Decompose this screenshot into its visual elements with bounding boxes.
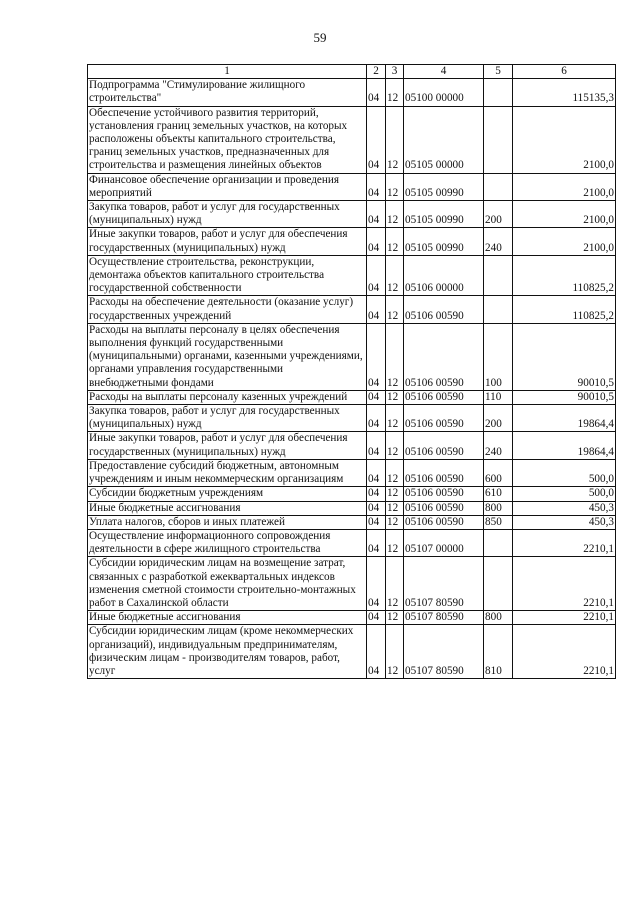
cell-target-article: 05107 80590 <box>404 625 484 679</box>
cell-name: Иные бюджетные ассигнования <box>88 611 367 625</box>
cell-subsection: 12 <box>386 459 404 486</box>
table-row <box>88 515 616 529</box>
cell-subsection: 12 <box>386 501 404 515</box>
cell-section: 04 <box>367 459 386 486</box>
cell-expense-type: 200 <box>484 405 513 432</box>
table-row <box>88 323 616 390</box>
cell-target-article: 05106 00590 <box>404 459 484 486</box>
cell-target-article: 05106 00590 <box>404 390 484 404</box>
cell-name: Субсидии юридическим лицам (кроме некоммерческих организаций), индивидуальным предпринимателям, физическим лицам - производителям товаров, работ, услуг <box>88 625 367 679</box>
cell-target-article: 05105 00990 <box>404 201 484 228</box>
cell-section: 04 <box>367 487 386 501</box>
cell-section: 04 <box>367 79 386 106</box>
cell-subsection: 12 <box>386 173 404 200</box>
cell-subsection: 12 <box>386 487 404 501</box>
cell-amount: 19864,4 <box>513 432 616 459</box>
cell-amount: 2100,0 <box>513 173 616 200</box>
cell-expense-type: 240 <box>484 432 513 459</box>
cell-name: Предоставление субсидий бюджетным, автономным учреждениям и иным некоммерческим организациям <box>88 459 367 486</box>
cell-expense-type <box>484 296 513 323</box>
cell-section: 04 <box>367 557 386 611</box>
cell-expense-type <box>484 106 513 173</box>
cell-target-article: 05105 00990 <box>404 173 484 200</box>
cell-section: 04 <box>367 432 386 459</box>
cell-name: Субсидии бюджетным учреждениям <box>88 487 367 501</box>
cell-amount: 2210,1 <box>513 611 616 625</box>
cell-name: Расходы на выплаты персоналу в целях обеспечения выполнения функций государственными (муниципальными) органами, казенными учреждениями, органами управления государственными внебюджетными фондами <box>88 323 367 390</box>
column-header: 1 <box>88 65 367 79</box>
cell-amount: 2210,1 <box>513 625 616 679</box>
cell-target-article: 05106 00590 <box>404 323 484 390</box>
cell-name: Уплата налогов, сборов и иных платежей <box>88 515 367 529</box>
cell-amount: 90010,5 <box>513 390 616 404</box>
table-row <box>88 201 616 228</box>
table-row <box>88 106 616 173</box>
cell-expense-type: 810 <box>484 625 513 679</box>
page-number: 59 <box>313 30 327 45</box>
cell-name: Расходы на обеспечение деятельности (оказание услуг) государственных учреждений <box>88 296 367 323</box>
cell-subsection: 12 <box>386 255 404 296</box>
cell-expense-type <box>484 79 513 106</box>
cell-section: 04 <box>367 228 386 255</box>
cell-target-article: 05105 00990 <box>404 228 484 255</box>
table-row <box>88 459 616 486</box>
cell-target-article: 05105 00000 <box>404 106 484 173</box>
cell-name: Иные закупки товаров, работ и услуг для обеспечения государственных (муниципальных) нужд <box>88 432 367 459</box>
cell-section: 04 <box>367 323 386 390</box>
table-row <box>88 173 616 200</box>
cell-name: Подпрограмма "Стимулирование жилищного строительства" <box>88 79 367 106</box>
cell-section: 04 <box>367 296 386 323</box>
cell-target-article: 05107 00000 <box>404 529 484 556</box>
cell-target-article: 05106 00590 <box>404 405 484 432</box>
table-header-row <box>88 65 616 79</box>
cell-amount: 110825,2 <box>513 255 616 296</box>
cell-expense-type <box>484 173 513 200</box>
cell-subsection: 12 <box>386 557 404 611</box>
cell-name: Иные бюджетные ассигнования <box>88 501 367 515</box>
cell-expense-type: 240 <box>484 228 513 255</box>
cell-subsection: 12 <box>386 405 404 432</box>
cell-amount: 450,3 <box>513 515 616 529</box>
cell-expense-type: 100 <box>484 323 513 390</box>
column-header: 6 <box>513 65 616 79</box>
cell-section: 04 <box>367 173 386 200</box>
cell-subsection: 12 <box>386 79 404 106</box>
cell-name: Обеспечение устойчивого развития территорий, установления границ земельных участков, на которых расположены объекты капитального строительства, границ земельных участков, предназначенных для строительства и размещения линейных объектов <box>88 106 367 173</box>
cell-subsection: 12 <box>386 611 404 625</box>
cell-subsection: 12 <box>386 296 404 323</box>
cell-subsection: 12 <box>386 201 404 228</box>
cell-amount: 450,3 <box>513 501 616 515</box>
budget-table <box>87 64 616 679</box>
cell-target-article: 05107 80590 <box>404 611 484 625</box>
cell-subsection: 12 <box>386 106 404 173</box>
cell-subsection: 12 <box>386 390 404 404</box>
cell-amount: 19864,4 <box>513 405 616 432</box>
cell-expense-type: 800 <box>484 501 513 515</box>
cell-name: Закупка товаров, работ и услуг для государственных (муниципальных) нужд <box>88 405 367 432</box>
cell-section: 04 <box>367 529 386 556</box>
cell-section: 04 <box>367 515 386 529</box>
cell-target-article: 05100 00000 <box>404 79 484 106</box>
cell-section: 04 <box>367 255 386 296</box>
cell-subsection: 12 <box>386 515 404 529</box>
cell-target-article: 05106 00000 <box>404 255 484 296</box>
column-header: 5 <box>484 65 513 79</box>
cell-target-article: 05106 00590 <box>404 515 484 529</box>
cell-name: Иные закупки товаров, работ и услуг для обеспечения государственных (муниципальных) нужд <box>88 228 367 255</box>
cell-name: Закупка товаров, работ и услуг для государственных (муниципальных) нужд <box>88 201 367 228</box>
cell-subsection: 12 <box>386 432 404 459</box>
cell-name: Осуществление строительства, реконструкции, демонтажа объектов капитального строительства государственной собственности <box>88 255 367 296</box>
cell-expense-type: 610 <box>484 487 513 501</box>
table-row <box>88 255 616 296</box>
cell-section: 04 <box>367 390 386 404</box>
cell-target-article: 05106 00590 <box>404 487 484 501</box>
cell-amount: 110825,2 <box>513 296 616 323</box>
table-row <box>88 228 616 255</box>
cell-subsection: 12 <box>386 625 404 679</box>
cell-amount: 90010,5 <box>513 323 616 390</box>
column-header: 2 <box>367 65 386 79</box>
cell-amount: 2100,0 <box>513 228 616 255</box>
cell-expense-type <box>484 529 513 556</box>
table-row <box>88 432 616 459</box>
cell-amount: 115135,3 <box>513 79 616 106</box>
table-row <box>88 296 616 323</box>
table-row <box>88 405 616 432</box>
cell-expense-type: 200 <box>484 201 513 228</box>
cell-amount: 2210,1 <box>513 529 616 556</box>
cell-subsection: 12 <box>386 228 404 255</box>
table-row <box>88 501 616 515</box>
cell-amount: 2210,1 <box>513 557 616 611</box>
cell-target-article: 05107 80590 <box>404 557 484 611</box>
table-row <box>88 557 616 611</box>
cell-name: Расходы на выплаты персоналу казенных учреждений <box>88 390 367 404</box>
cell-expense-type: 800 <box>484 611 513 625</box>
cell-section: 04 <box>367 201 386 228</box>
cell-section: 04 <box>367 106 386 173</box>
cell-name: Финансовое обеспечение организации и проведения мероприятий <box>88 173 367 200</box>
cell-section: 04 <box>367 405 386 432</box>
cell-target-article: 05106 00590 <box>404 501 484 515</box>
cell-target-article: 05106 00590 <box>404 432 484 459</box>
table-row <box>88 625 616 679</box>
cell-expense-type <box>484 557 513 611</box>
cell-expense-type: 600 <box>484 459 513 486</box>
cell-subsection: 12 <box>386 323 404 390</box>
cell-section: 04 <box>367 625 386 679</box>
cell-amount: 2100,0 <box>513 106 616 173</box>
cell-name: Субсидии юридическим лицам на возмещение затрат, связанных с разработкой ежеквартальных индексов изменения сметной стоимости строительно-монтажных работ в Сахалинской области <box>88 557 367 611</box>
column-header: 4 <box>404 65 484 79</box>
table-row <box>88 79 616 106</box>
cell-expense-type: 110 <box>484 390 513 404</box>
cell-expense-type: 850 <box>484 515 513 529</box>
table-row <box>88 487 616 501</box>
cell-subsection: 12 <box>386 529 404 556</box>
table-row <box>88 529 616 556</box>
cell-target-article: 05106 00590 <box>404 296 484 323</box>
column-header: 3 <box>386 65 404 79</box>
cell-section: 04 <box>367 611 386 625</box>
cell-amount: 500,0 <box>513 459 616 486</box>
cell-amount: 500,0 <box>513 487 616 501</box>
cell-section: 04 <box>367 501 386 515</box>
table-row <box>88 611 616 625</box>
cell-name: Осуществление информационного сопровождения деятельности в сфере жилищного строительства <box>88 529 367 556</box>
cell-amount: 2100,0 <box>513 201 616 228</box>
cell-expense-type <box>484 255 513 296</box>
table-row <box>88 390 616 404</box>
